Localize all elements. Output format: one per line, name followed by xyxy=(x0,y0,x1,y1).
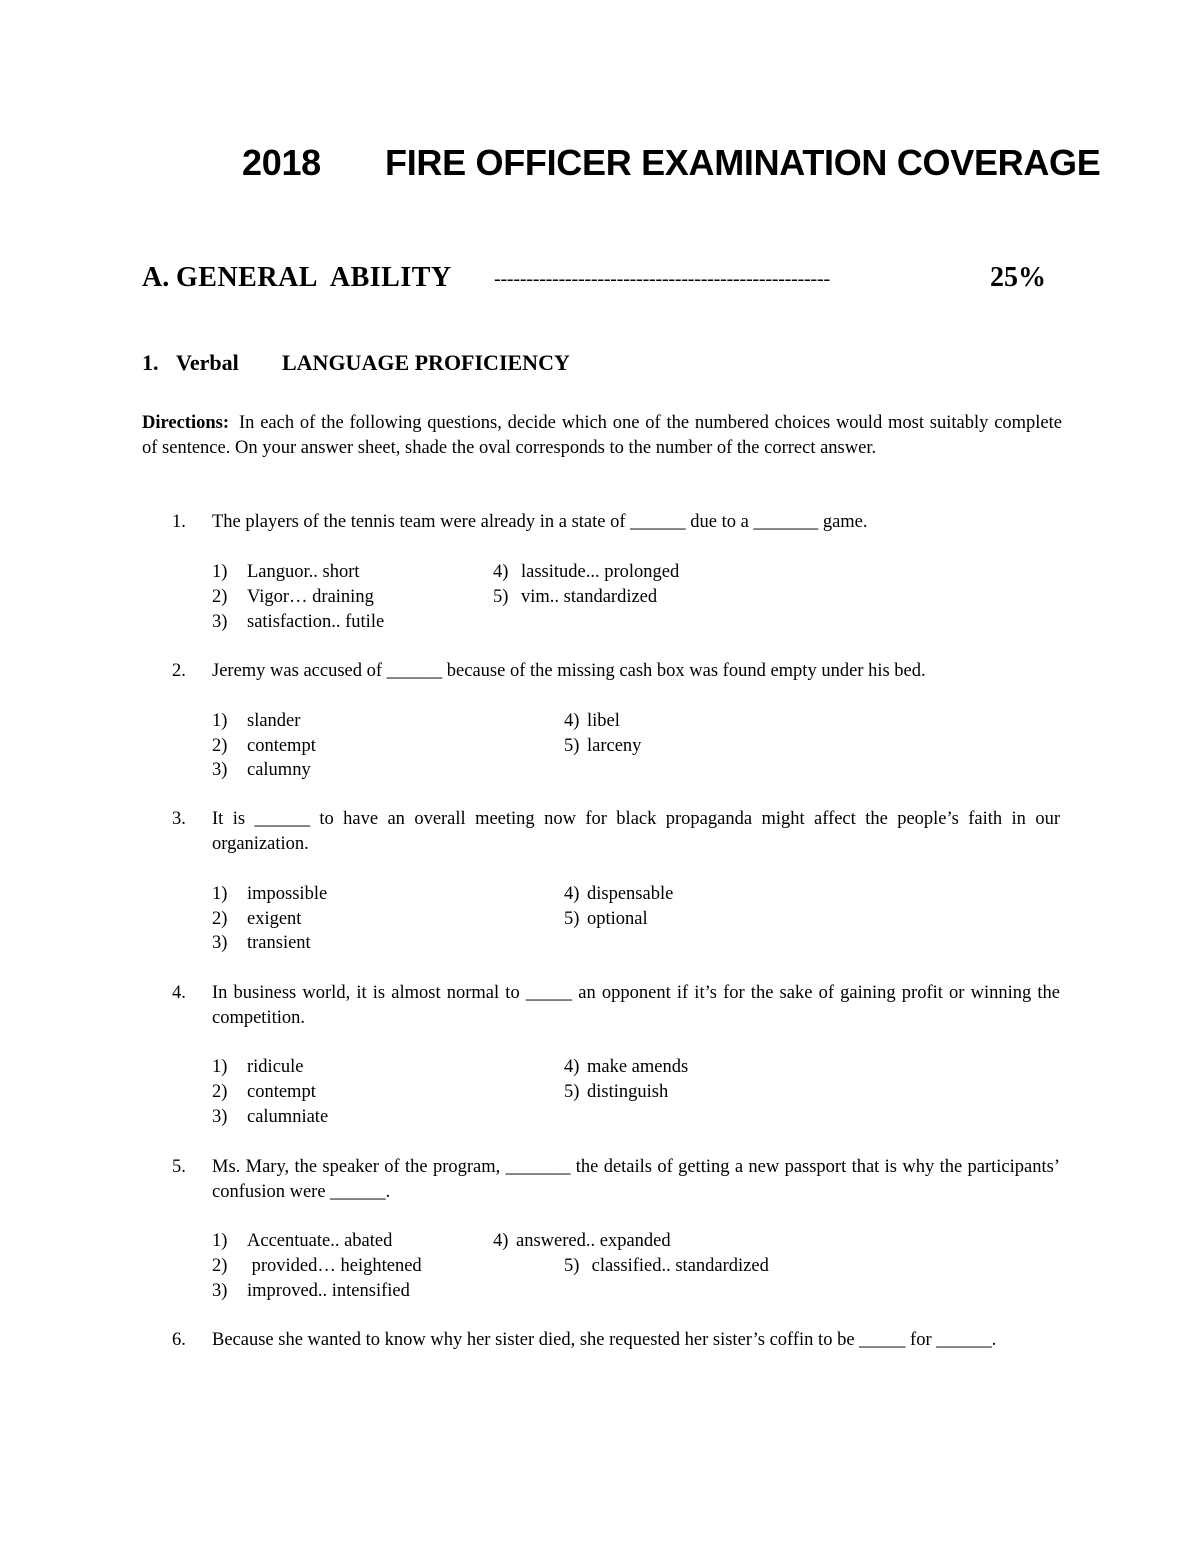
option-number: 2) xyxy=(212,1256,228,1276)
title-year: 2018 xyxy=(242,142,321,183)
question-text: Ms. Mary, the speaker of the program, _______ the details of getting a new passport that is why the participants’ confusion were ______. xyxy=(212,1157,1060,1202)
option-text: Languor.. short xyxy=(247,562,360,582)
option-number: 1) xyxy=(212,711,228,731)
option-text: calumny xyxy=(247,760,311,780)
option-text: distinguish xyxy=(587,1082,669,1102)
directions-text: In each of the following questions, decide which one of the numbered choices would most suitably complete of sentence. On your answer sheet, shade the oval corresponds to the number of the correct answer. xyxy=(142,413,1062,458)
option-number: 5) xyxy=(493,587,509,607)
question-text: In business world, it is almost normal to _____ an opponent if it’s for the sake of gaining profit or winning the competition. xyxy=(212,983,1060,1028)
option-text: make amends xyxy=(587,1057,689,1077)
question-text: Jeremy was accused of ______ because of the missing cash box was found empty under his bed. xyxy=(212,661,926,681)
option-number: 2) xyxy=(212,587,228,607)
option-text: ridicule xyxy=(247,1057,304,1077)
option-number: 3) xyxy=(212,760,228,780)
option-number: 4) xyxy=(564,884,580,904)
question-number: 5. xyxy=(172,1157,186,1177)
option-text: transient xyxy=(247,933,311,953)
option-number: 3) xyxy=(212,612,228,632)
option-number: 5) xyxy=(564,736,580,756)
question-number: 6. xyxy=(172,1330,186,1350)
option-number: 2) xyxy=(212,909,228,929)
option-text: answered.. expanded xyxy=(516,1231,671,1251)
option-text: calumniate xyxy=(247,1107,329,1127)
option-number: 5) xyxy=(564,909,580,929)
question-number: 2. xyxy=(172,661,186,681)
option-text: improved.. intensified xyxy=(247,1281,410,1301)
subsection-title: LANGUAGE PROFICIENCY xyxy=(282,350,570,375)
question-number: 4. xyxy=(172,983,186,1003)
option-text: libel xyxy=(587,711,620,731)
option-text: larceny xyxy=(587,736,642,756)
option-number: 2) xyxy=(212,736,228,756)
option-number: 5) xyxy=(564,1256,580,1276)
option-text: vim.. standardized xyxy=(521,587,658,607)
question-number: 1. xyxy=(172,512,186,532)
directions-paragraph xyxy=(142,411,1062,461)
question-number: 3. xyxy=(172,809,186,829)
section-letter: A. xyxy=(142,262,170,293)
option-number: 5) xyxy=(564,1082,580,1102)
title-text: FIRE OFFICER EXAMINATION COVERAGE xyxy=(385,142,1101,183)
question-text: The players of the tennis team were already in a state of ______ due to a _______ game. xyxy=(212,512,868,532)
subsection-number: 1. xyxy=(142,350,159,375)
option-text: contempt xyxy=(247,736,316,756)
section-name: GENERAL ABILITY xyxy=(176,262,452,293)
option-text: slander xyxy=(247,711,301,731)
directions-label: Directions: xyxy=(142,413,229,433)
section-leader-dashes: ---------------------------------------------------- xyxy=(494,268,830,290)
option-text: optional xyxy=(587,909,648,929)
option-text: classified.. standardized xyxy=(587,1256,769,1276)
option-number: 4) xyxy=(493,1231,509,1251)
option-number: 1) xyxy=(212,562,228,582)
option-text: lassitude... prolonged xyxy=(521,562,680,582)
section-percent: 25% xyxy=(990,262,1046,293)
option-text: satisfaction.. futile xyxy=(247,612,385,632)
option-text: exigent xyxy=(247,909,302,929)
option-number: 1) xyxy=(212,1231,228,1251)
option-number: 4) xyxy=(564,711,580,731)
subsection-label: Verbal xyxy=(176,350,239,375)
option-number: 3) xyxy=(212,1281,228,1301)
option-text: contempt xyxy=(247,1082,316,1102)
option-number: 2) xyxy=(212,1082,228,1102)
option-number: 3) xyxy=(212,933,228,953)
option-number: 1) xyxy=(212,1057,228,1077)
option-text: impossible xyxy=(247,884,328,904)
option-number: 1) xyxy=(212,884,228,904)
option-number: 3) xyxy=(212,1107,228,1127)
option-text: Accentuate.. abated xyxy=(247,1231,393,1251)
option-number: 4) xyxy=(564,1057,580,1077)
option-text: provided… heightened xyxy=(247,1256,422,1276)
question-text: Because she wanted to know why her sister died, she requested her sister’s coffin to be _____ for ______. xyxy=(212,1330,997,1350)
option-number: 4) xyxy=(493,562,509,582)
option-text: Vigor… draining xyxy=(247,587,374,607)
question-text: It is ______ to have an overall meeting now for black propaganda might affect the people’s faith in our organization. xyxy=(212,809,1060,854)
option-text: dispensable xyxy=(587,884,674,904)
